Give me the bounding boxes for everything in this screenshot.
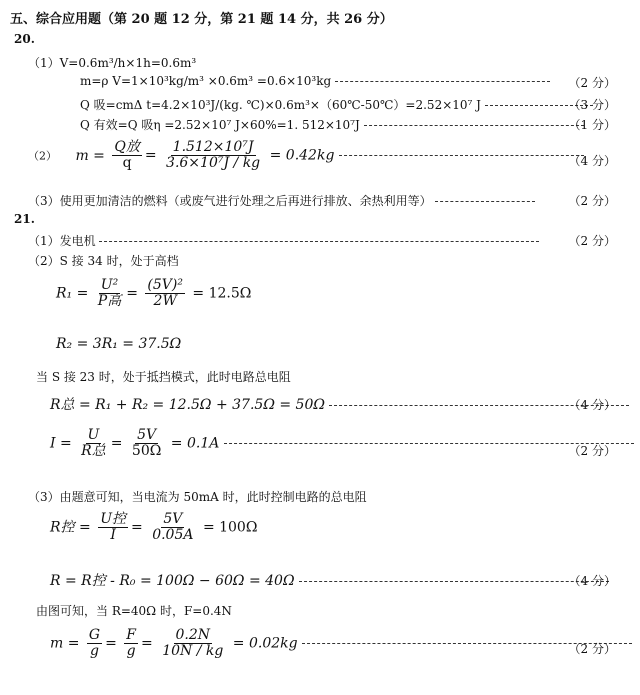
fraction: $\frac{0.2N}{10N / kg}$ <box>162 627 224 659</box>
section-title: 五、综合应用题（第 20 题 12 分，第 21 题 14 分，共 26 分） <box>10 12 393 27</box>
q21-rtotal-row <box>50 394 640 414</box>
fraction: $\frac{U}{\text{R总}}$ <box>81 427 106 459</box>
q21-current-equation: I = $\frac{U}{\text{R总}}$ = $\frac{5V}{50\Omega}$ = 0.1A <box>50 428 640 459</box>
q20-part1-row4 <box>80 116 640 133</box>
q21-rtotal: R总 = R₁ + R₂ = 12.5Ω + 37.5Ω = 50Ω <box>50 397 325 413</box>
q21-part2-label: （2） <box>28 254 60 268</box>
q21-rtotal-score: （4 分） <box>568 398 616 412</box>
q21-part1-score: （2 分） <box>568 234 616 248</box>
q20-part3-score: （2 分） <box>568 194 616 208</box>
q20-part2-lhs: m = <box>75 147 105 164</box>
q20-part1-line2: m=ρ V=1×10³kg/m³ ×0.6m³ =0.6×10³kg <box>80 74 332 88</box>
q20-part1-row1 <box>28 54 640 71</box>
q21-r1-equation: R₁ = $\frac{\text{U²}}{\text{P高}}$ = $\frac{\text{(5V)²}}{2W}$ = 12.5Ω <box>56 277 252 309</box>
q21-r-row <box>50 570 640 590</box>
dotted-leader <box>435 201 535 202</box>
q20-part1-label: （1） <box>28 56 60 70</box>
q20-line4-score: （1 分） <box>568 118 616 132</box>
q20-part2-result: = 0.42kg <box>269 147 335 164</box>
q20-number: 20. <box>14 32 35 46</box>
q21-part3-intro-row <box>28 488 640 505</box>
q21-number: 21. <box>14 212 35 226</box>
fraction: $\frac{\text{(5V)²}}{2W}$ <box>147 277 183 309</box>
fraction: $\frac{G}{g}$ <box>88 627 101 659</box>
q20-part2-score: （4 分） <box>568 154 616 168</box>
q20-part2-label: （2） <box>28 149 57 163</box>
fraction: $\frac{\text{Q放}}{q}$ <box>114 139 140 171</box>
q21-part1-text: 发电机 <box>59 234 96 248</box>
fraction: $\frac{5V}{50\Omega}$ <box>131 427 162 459</box>
dotted-leader <box>335 81 550 82</box>
q21-mass-equation: m = $\frac{G}{g}$ = $\frac{F}{g}$ = $\frac{0.2N}{10N / kg}$ = 0.02kg <box>50 628 640 659</box>
dotted-leader <box>339 155 584 156</box>
q21-r-score: （4 分） <box>568 574 616 588</box>
q21-part2-intro: S 接 34 时，处于高档 <box>59 254 179 268</box>
dotted-leader <box>299 581 609 582</box>
q20-part2-row: （2） m = $\frac{\text{Q放}}{q}$ = $\frac{\text{1.512×10⁷J}}{\text{3.6×10⁷J / kg}}$ = 0.42kg <box>28 140 640 171</box>
q21-r-line: R = R控 - R₀ = 100Ω − 60Ω = 40Ω <box>50 573 295 589</box>
q21-graph-text: 由图可知，当 R=40Ω 时，F=0.4N <box>36 604 232 618</box>
q20-line3-score: （3 分） <box>568 98 616 112</box>
fraction: $\frac{\text{U控}}{I}$ <box>100 511 126 543</box>
q20-part3-row <box>28 192 640 209</box>
fraction: $\frac{\text{U²}}{\text{P高}}$ <box>97 277 122 309</box>
q20-part1-row2 <box>80 74 640 88</box>
q21-mass-score: （2 分） <box>568 642 616 656</box>
q20-line2-score: （2 分） <box>568 76 616 90</box>
q21-part2-mid-text: 当 S 接 23 时，处于抵挡模式，此时电路总电阻 <box>36 370 291 384</box>
q21-rcontrol-equation: R控 = $\frac{\text{U控}}{I}$ = $\frac{5V}{0.05A}$ = 100Ω <box>50 511 258 543</box>
q21-r2-equation: R₂ = 3R₁ = 37.5Ω <box>56 336 182 352</box>
q21-part1-label: （1） <box>28 234 60 248</box>
dotted-leader <box>99 241 539 242</box>
fraction: $\frac{F}{g}$ <box>126 627 137 659</box>
q20-part1-line3: Q 吸=cmΔ t=4.2×10³J/(kg. ℃)×0.6m³×（60℃-50℃）=2.52×10⁷ J <box>80 98 481 112</box>
q21-current-score: （2 分） <box>568 444 616 458</box>
fraction: $\frac{\text{1.512×10⁷J}}{\text{3.6×10⁷J / kg}}$ <box>166 139 261 171</box>
q20-part1-line1: V=0.6m³/h×1h=0.6m³ <box>59 56 197 70</box>
dotted-leader <box>364 125 584 126</box>
fraction: $\frac{5V}{0.05A}$ <box>152 511 194 543</box>
q21-part1-row <box>28 232 640 249</box>
q20-part3-text: 使用更加清洁的燃料（或废气进行处理之后再进行排放、余热利用等） <box>59 194 432 208</box>
q21-part3-label: （3） <box>28 490 60 504</box>
q21-part2-intro-row <box>28 252 640 269</box>
q20-part1-row3 <box>80 96 640 113</box>
q20-part3-label: （3） <box>28 194 60 208</box>
q20-part1-line4: Q 有效=Q 吸η =2.52×10⁷ J×60%=1. 512×10⁷J <box>80 118 360 132</box>
q21-part3-intro: 由题意可知，当电流为 50mA 时，此时控制电路的总电阻 <box>59 490 367 504</box>
